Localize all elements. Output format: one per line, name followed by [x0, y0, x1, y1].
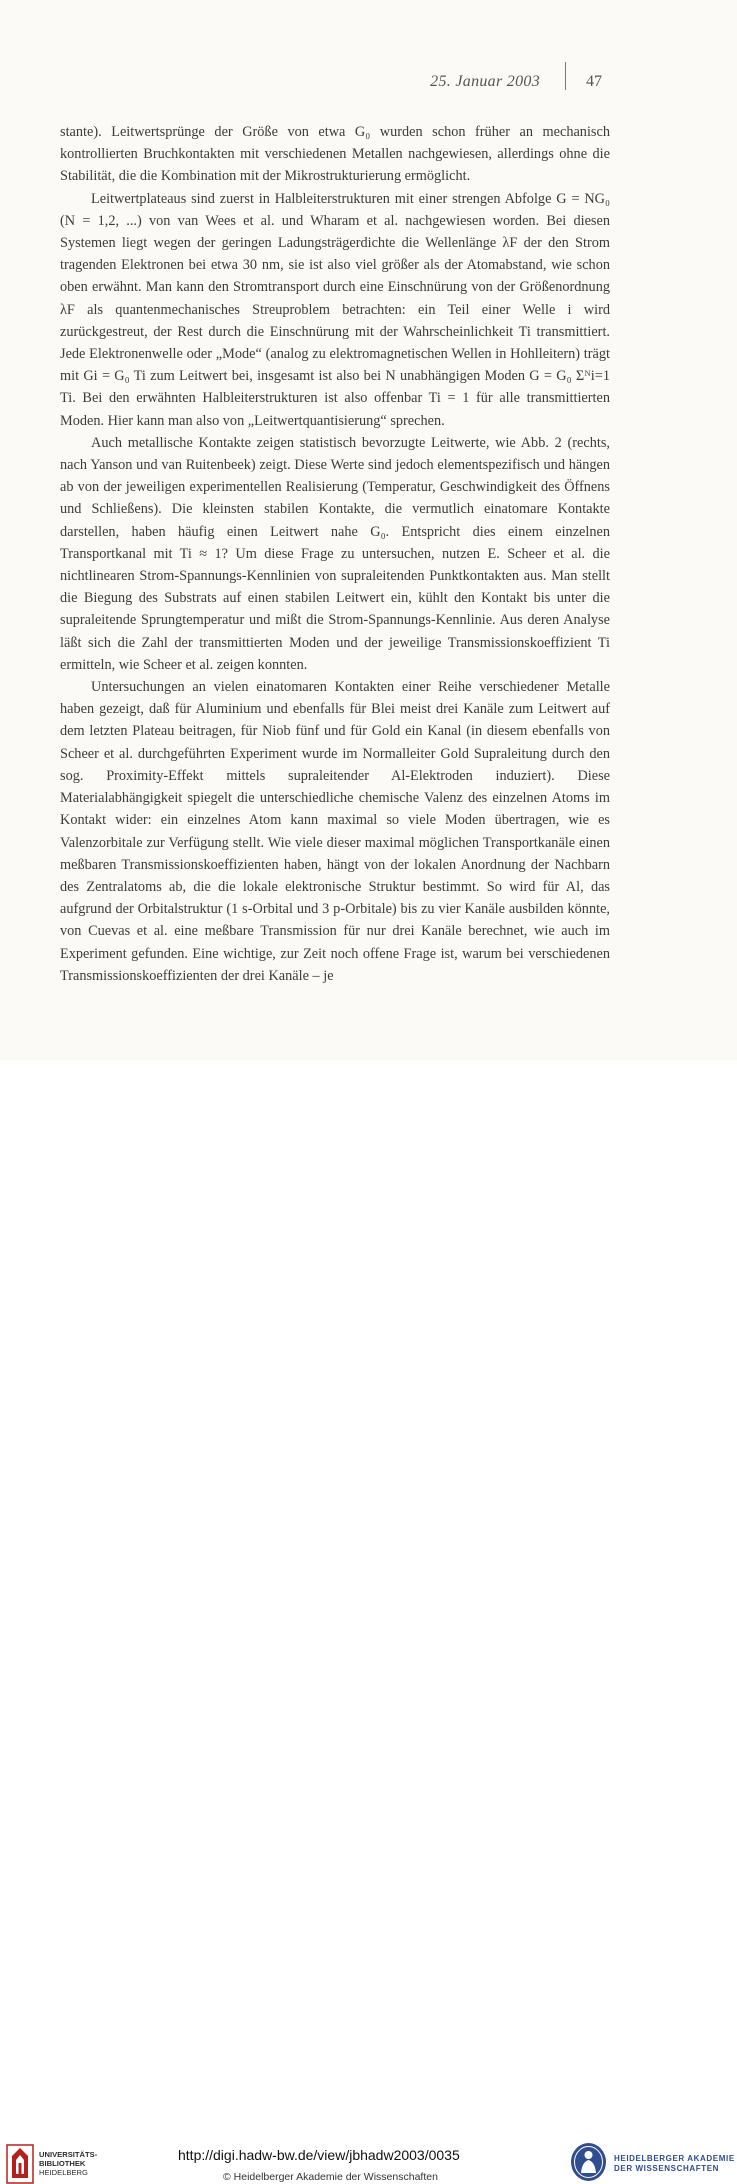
- paragraph-4: Untersuchungen an vielen einatomaren Kontakten einer Reihe verschiedener Metalle haben gezeigt, daß für Aluminium und ebenfalls für Blei meist drei Kanäle zum Leitwert auf dem letzten Plateau beitragen, für Niob fünf und für Gold ein Kanal (in diesem ebenfalls von Scheer et al. durchgeführten Experiment wurde im Normalleiter Gold Supraleitung durch den sog. Proximity-Effekt mittels supraleitender Al-Elektroden induziert). Diese Materialabhängigkeit spiegelt die unterschiedliche chemische Valenz des einzelnen Atoms im Kontakt wider: ein einzelnes Atom kann maximal so viele Moden übertragen, wie es Valenzorbitale zur Verfügung stellt. Wie viele dieser maximal möglichen Transportkanäle einen meßbaren Transmissionskoeffizienten haben, hängt von der lokalen Anordnung der Nachbarn des Zentralatoms ab, die die lokale elektronische Struktur bestimmt. So wird für Al, das aufgrund der Orbitalstruktur (1 s-Orbital und 3 p-Orbitale) bis zu vier Kanäle ausbilden könnte, von Cuevas et al. eine meßbare Transmission für nur drei Kanäle berechnet, wie auch im Experiment gefunden. Eine wichtige, zur Zeit noch offene Frage ist, warum bei verschiedenen Transmissionskoeffizienten der drei Kanäle – je: [60, 679, 610, 984]
- university-library-name: UNIVERSITÄTS- BIBLIOTHEK HEIDELBERG: [39, 2150, 98, 2177]
- footer-bar: [0, 1060, 737, 2183]
- paragraph-3: Auch metallische Kontakte zeigen statistisch bevorzugte Leitwerte, wie Abb. 2 (rechts, nach Yanson und van Ruitenbeek) zeigt. Diese Werte sind jedoch elementspezifisch und hängen ab von der jeweiligen experimentellen Realisierung (Temperatur, Geschwindigkeit des Öffnens und Schließens). Die kleinsten stabilen Kontakte, die vermutlich einatomare Kontakte darstellen, haben häufig einen Leitwert nahe G₀. Entspricht dies einem einzelnen Transportkanal mit Ti ≈ 1? Um diese Frage zu untersuchen, nutzen E. Scheer et al. die nichtlinearen Strom-Spannungs-Kennlinien von supraleitenden Punktkontakten aus. Man stellt die Biegung des Substrats auf einen stabilen Leitwert ein, kühlt den Kontakt bis unter die supraleitende Sprungtemperatur und mißt die Strom-Spannungs-Kennlinie. Aus deren Analyse läßt sich die Zahl der transmittierten Moden und der jeweilige Transmissionskoeffizient Ti ermitteln, wie Scheer et al. zeigen konnten.: [60, 434, 610, 673]
- header-divider: [565, 62, 566, 90]
- academy-seal-icon: [570, 2142, 607, 2182]
- paragraph-2: Leitwertplateaus sind zuerst in Halbleiterstrukturen mit einer strengen Abfolge G = NG₀ (N = 1,2, ...) von van Wees et al. und Wharam et al. nachgewiesen worden. Bei diesen Systemen liegt wegen der geringen Ladungsträgerdichte die Wellenlänge λF der den Strom tragenden Elektronen bei etwa 30 nm, sie ist also viel größer als der Atomabstand, wie schon oben erwähnt. Man kann den Stromtransport durch eine Einschnürung von der Größenordnung λF als quantenmechanisches Streuproblem betrachten: ein Teil einer Welle i wird zurückgestreut, der Rest durch die Einschnürung mit der Wahrscheinlichkeit Ti transmittiert. Jede Elektronenwelle oder „Mode“ (analog zu elektromagnetischen Wellen in Hohlleitern) trägt mit Gi = G₀ Ti zum Leitwert bei, insgesamt ist also bei N unabhängigen Moden G = G₀ Σᴺi=1 Ti. Bei den erwähnten Halbleiterstrukturen ist also offenbar Ti = 1 für alle transmittierten Moden. Hier kann man also von „Leitwertquantisierung“ sprechen.: [60, 190, 610, 429]
- scanned-page: [0, 0, 737, 1060]
- permalink-url[interactable]: http://digi.hadw-bw.de/view/jbhadw2003/0035: [178, 2147, 460, 2163]
- running-header-date: 25. Januar 2003: [430, 73, 540, 90]
- copyright-notice: © Heidelberger Akademie der Wissenschaften: [223, 2171, 438, 2183]
- paragraph-1: stante). Leitwertsprünge der Größe von etwa G₀ wurden schon früher an mechanisch kontrollierten Bruchkontakten mit verschiedenen Metallen nachgewiesen, allerdings ohne die Stabilität, die die Kombination mit der Mikrostrukturierung ermöglicht.: [60, 124, 610, 185]
- body-text: [60, 121, 610, 987]
- academy-name: HEIDELBERGER AKADEMIE DER WISSENSCHAFTEN: [614, 2154, 735, 2173]
- university-library-logo-icon: [6, 2144, 34, 2184]
- page-number: 47: [586, 73, 602, 90]
